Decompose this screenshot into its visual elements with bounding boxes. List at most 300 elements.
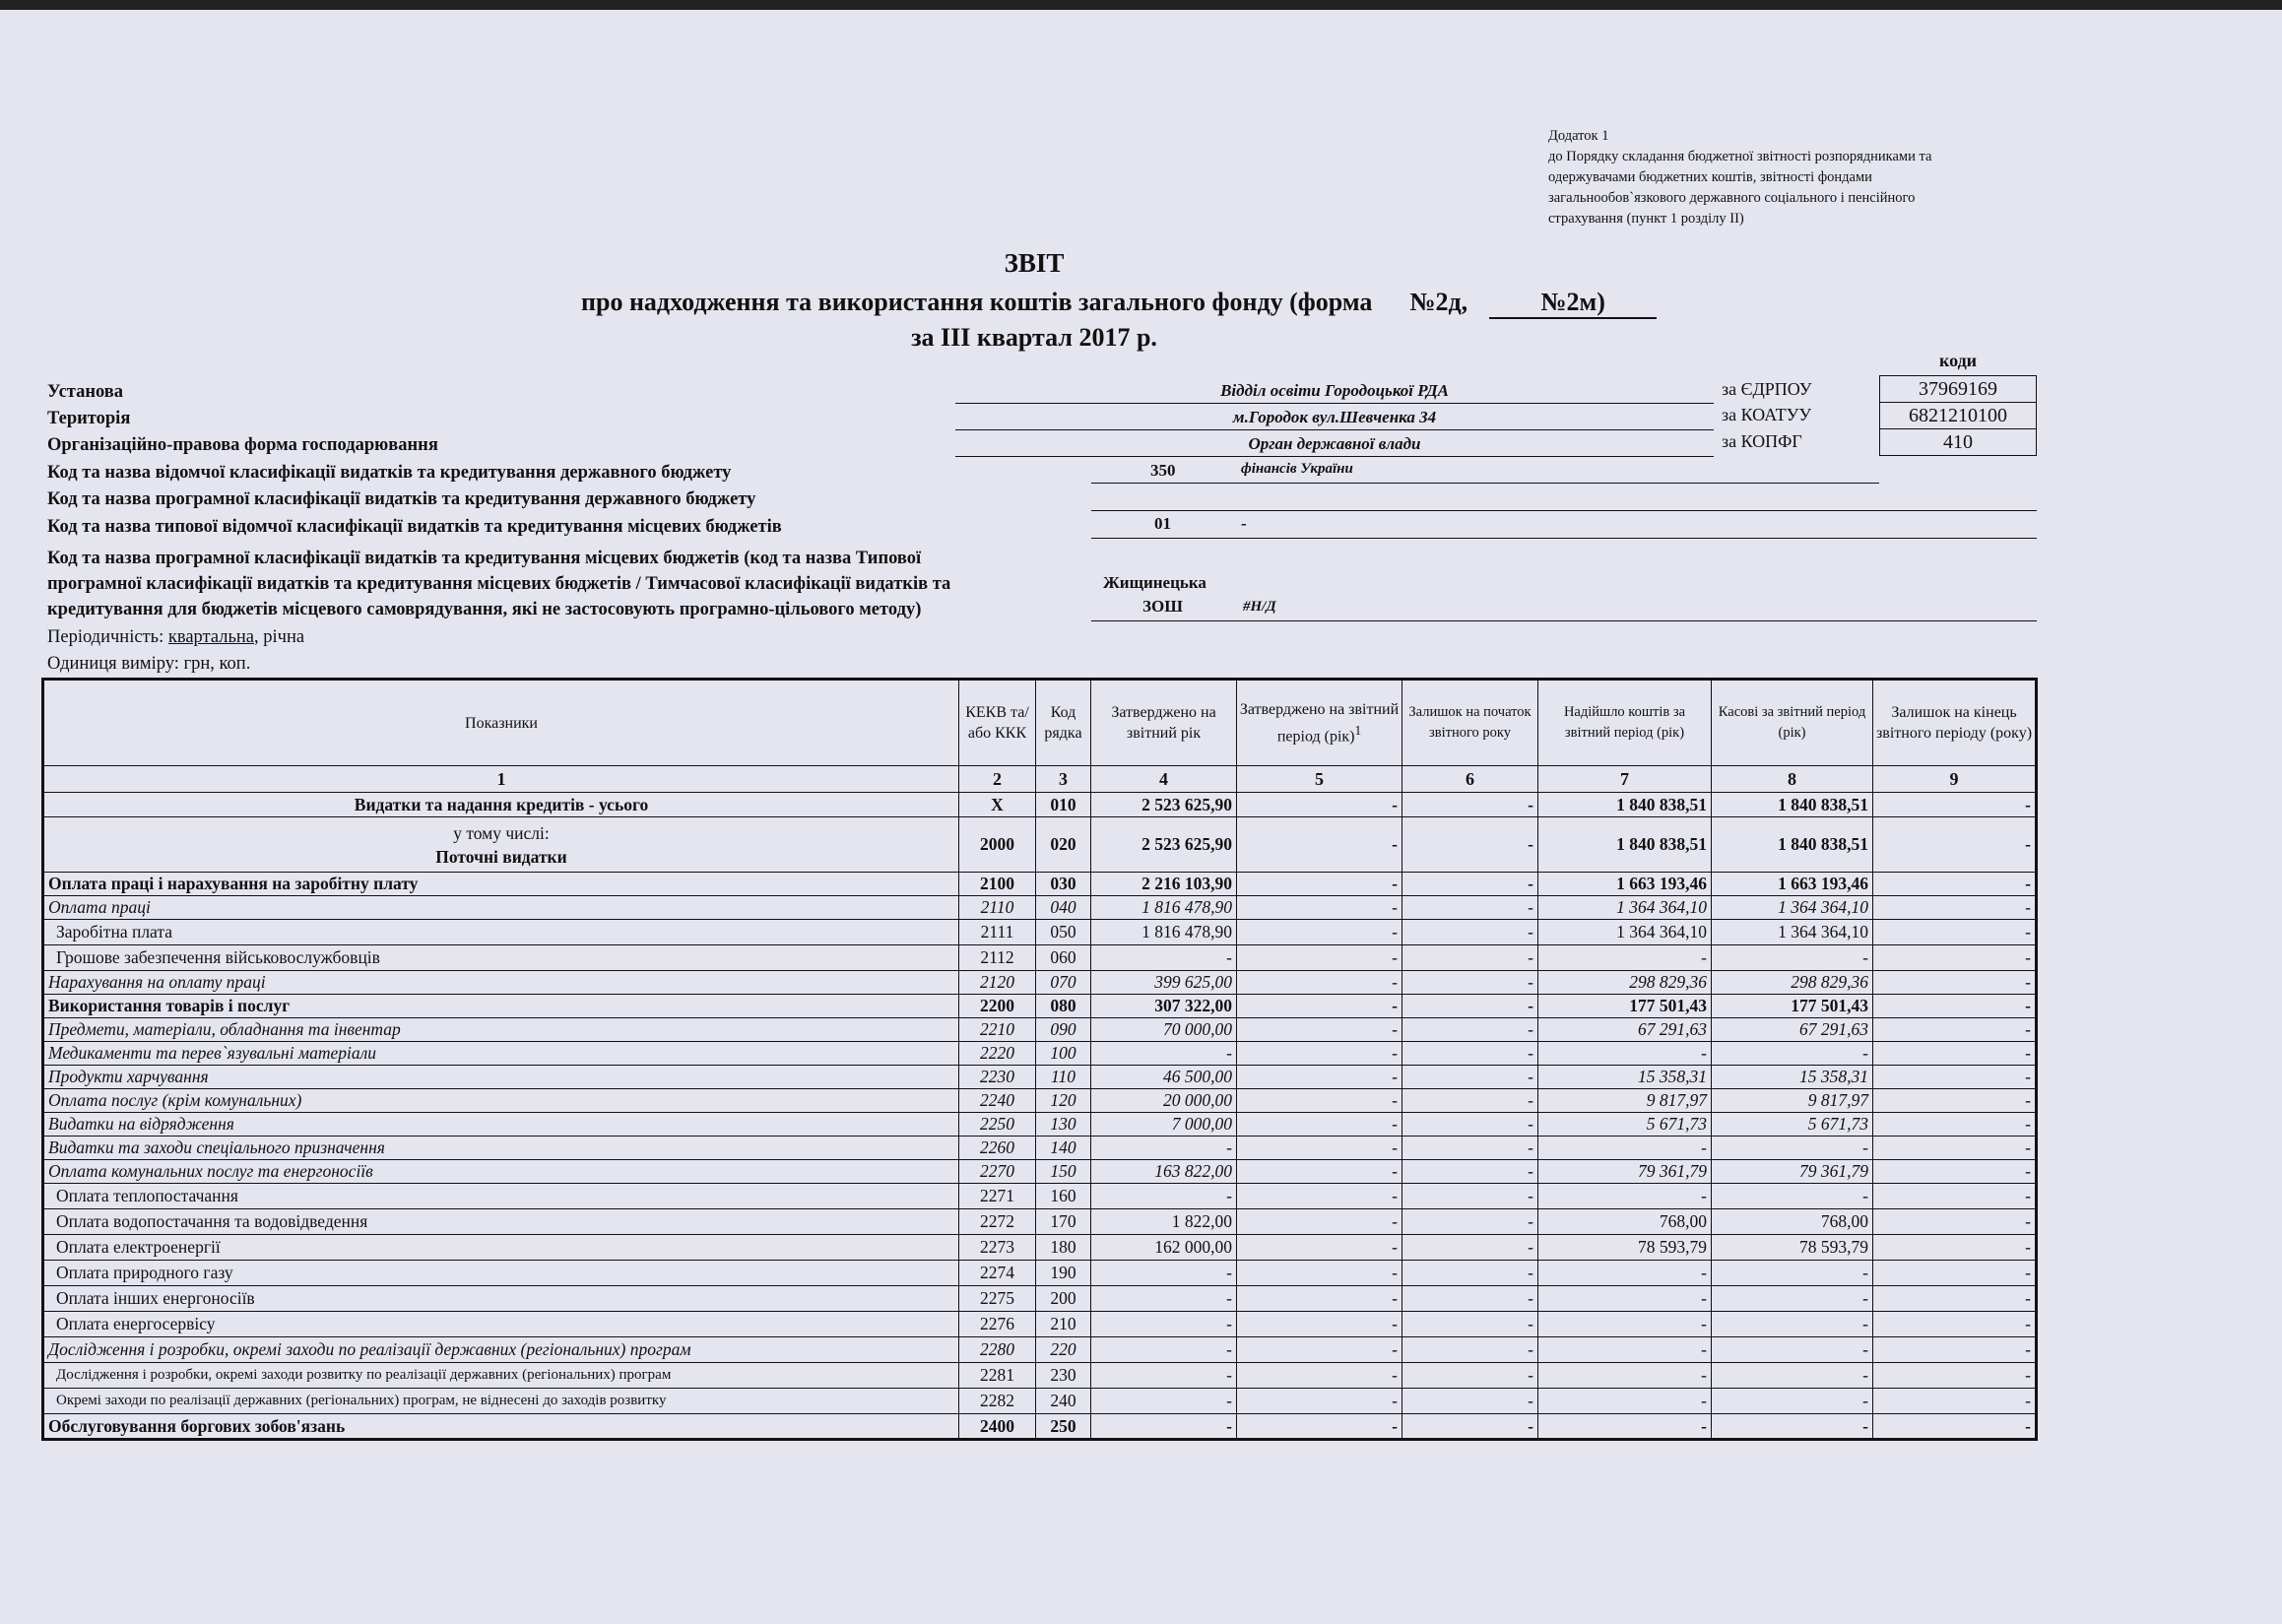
legal-form-value: Орган державної влади xyxy=(955,431,1714,457)
kekv-cell: 2400 xyxy=(959,1414,1036,1440)
kekv-cell: 2260 xyxy=(959,1137,1036,1160)
prog-class-label: Код та назва програмної класифікації видатків та кредитування державного бюджету xyxy=(47,489,756,509)
balance-start-cell: - xyxy=(1402,1414,1538,1440)
header-kekv: КЕКВ та/або ККК xyxy=(959,680,1036,766)
row-code-cell: 030 xyxy=(1036,873,1091,896)
local-prog-underline xyxy=(1091,620,2037,621)
indicator-name-cell xyxy=(43,1066,959,1089)
approved-year-cell: - xyxy=(1091,1184,1237,1209)
annex-note xyxy=(1548,126,2080,229)
balance-start-cell: - xyxy=(1402,971,1538,995)
row-code-cell: 070 xyxy=(1036,971,1091,995)
approved-period-cell: - xyxy=(1237,971,1402,995)
approved-year-cell: 399 625,00 xyxy=(1091,971,1237,995)
approved-year-cell: 1 816 478,90 xyxy=(1091,920,1237,945)
local-prog-value-1: Жищинецька xyxy=(1103,573,1206,592)
indicator-name: Предмети, матеріали, обладнання та інвентар xyxy=(48,1019,401,1039)
approved-period-cell: - xyxy=(1237,1261,1402,1286)
table-row xyxy=(43,1261,2037,1286)
annex-line: Додаток 1 xyxy=(1548,128,1609,144)
table-row xyxy=(43,1235,2037,1261)
received-cell: - xyxy=(1538,1312,1712,1337)
dept-class-name: фінансів України xyxy=(1241,461,1353,477)
koatuu-label: за КОАТУУ xyxy=(1722,405,1812,424)
balance-end-cell: - xyxy=(1873,971,2037,995)
balance-end-cell: - xyxy=(1873,1363,2037,1389)
column-number: 6 xyxy=(1402,766,1538,793)
indicator-name-cell xyxy=(43,873,959,896)
indicator-name-cell xyxy=(43,920,959,945)
cash-cell: 1 840 838,51 xyxy=(1712,817,1873,873)
balance-end-cell: - xyxy=(1873,1018,2037,1042)
indicator-name: Оплата теплопостачання xyxy=(56,1186,238,1205)
indicator-name: Нарахування на оплату праці xyxy=(48,972,266,992)
indicator-name-cell xyxy=(43,1337,959,1363)
indicator-name-cell xyxy=(43,896,959,920)
balance-start-cell: - xyxy=(1402,817,1538,873)
row-code-cell: 180 xyxy=(1036,1235,1091,1261)
typical-class-name: - xyxy=(1241,514,1247,533)
row-code-cell: 120 xyxy=(1036,1089,1091,1113)
table-row xyxy=(43,995,2037,1018)
received-cell: - xyxy=(1538,945,1712,971)
cash-cell: 15 358,31 xyxy=(1712,1066,1873,1089)
indicator-name: Видатки та надання кредитів - усього xyxy=(354,795,649,814)
indicator-name: Оплата водопостачання та водовідведення xyxy=(56,1211,368,1231)
row-code-cell: 080 xyxy=(1036,995,1091,1018)
table-row xyxy=(43,1209,2037,1235)
cash-cell: - xyxy=(1712,1363,1873,1389)
cash-cell: - xyxy=(1712,1184,1873,1209)
table-row xyxy=(43,1066,2037,1089)
kekv-cell: 2270 xyxy=(959,1160,1036,1184)
approved-period-cell: - xyxy=(1237,1414,1402,1440)
balance-end-cell: - xyxy=(1873,1312,2037,1337)
indicator-name-cell xyxy=(43,1089,959,1113)
institution-label: Установа xyxy=(47,382,124,402)
row-code-cell: 110 xyxy=(1036,1066,1091,1089)
periodicity-suffix: , річна xyxy=(254,627,305,647)
cash-cell: 1 364 364,10 xyxy=(1712,920,1873,945)
balance-start-cell: - xyxy=(1402,1089,1538,1113)
legal-form-label: Організаційно-правова форма господарювання xyxy=(47,435,438,455)
kekv-cell: 2271 xyxy=(959,1184,1036,1209)
received-cell: - xyxy=(1538,1337,1712,1363)
approved-period-cell: - xyxy=(1237,1113,1402,1137)
balance-start-cell: - xyxy=(1402,1184,1538,1209)
balance-end-cell: - xyxy=(1873,1286,2037,1312)
approved-year-cell: - xyxy=(1091,1261,1237,1286)
indicator-name: Грошове забезпечення військовослужбовців xyxy=(56,947,380,967)
approved-period-cell: - xyxy=(1237,1389,1402,1414)
balance-start-cell: - xyxy=(1402,995,1538,1018)
approved-year-cell: 46 500,00 xyxy=(1091,1066,1237,1089)
header-footnote: 1 xyxy=(1354,722,1362,738)
balance-end-cell: - xyxy=(1873,1235,2037,1261)
indicator-name-cell xyxy=(43,1184,959,1209)
received-cell: 9 817,97 xyxy=(1538,1089,1712,1113)
kekv-cell: 2282 xyxy=(959,1389,1036,1414)
cash-cell: - xyxy=(1712,1312,1873,1337)
table-row xyxy=(43,793,2037,817)
cash-cell: 298 829,36 xyxy=(1712,971,1873,995)
indicator-name: Заробітна плата xyxy=(56,922,172,942)
cash-cell: - xyxy=(1712,1286,1873,1312)
dept-class-underline xyxy=(1091,483,1879,484)
approved-period-cell: - xyxy=(1237,1066,1402,1089)
approved-year-cell: - xyxy=(1091,1137,1237,1160)
typical-class-code: 01 xyxy=(1154,514,1171,533)
approved-year-cell: 163 822,00 xyxy=(1091,1160,1237,1184)
received-cell: 1 364 364,10 xyxy=(1538,920,1712,945)
balance-start-cell: - xyxy=(1402,1066,1538,1089)
received-cell: - xyxy=(1538,1261,1712,1286)
cash-cell: 177 501,43 xyxy=(1712,995,1873,1018)
balance-end-cell: - xyxy=(1873,896,2037,920)
indicator-name-cell xyxy=(43,1414,959,1440)
balance-end-cell: - xyxy=(1873,1066,2037,1089)
approved-period-cell: - xyxy=(1237,1209,1402,1235)
kekv-cell: 2210 xyxy=(959,1018,1036,1042)
cash-cell: - xyxy=(1712,1261,1873,1286)
cash-cell: - xyxy=(1712,1042,1873,1066)
balance-end-cell: - xyxy=(1873,995,2037,1018)
header-row-code: Код рядка xyxy=(1036,680,1091,766)
received-cell: - xyxy=(1538,1389,1712,1414)
cash-cell: - xyxy=(1712,1414,1873,1440)
kekv-cell: 2100 xyxy=(959,873,1036,896)
table-row xyxy=(43,1137,2037,1160)
received-cell: - xyxy=(1538,1286,1712,1312)
local-prog-label-2: програмної класифікації видатків та кредитування місцевих бюджетів / Тимчасової класифікації видатків та xyxy=(47,574,951,594)
local-prog-label-1: Код та назва програмної класифікації видатків та кредитування місцевих бюджетів (код та назва Типової xyxy=(47,549,922,568)
kekv-cell: 2276 xyxy=(959,1312,1036,1337)
received-cell: - xyxy=(1538,1137,1712,1160)
row-code-cell: 220 xyxy=(1036,1337,1091,1363)
indicator-name: Оплата праці і нарахування на заробітну плату xyxy=(48,874,419,893)
approved-year-cell: 2 523 625,90 xyxy=(1091,793,1237,817)
table-row xyxy=(43,1089,2037,1113)
received-cell: 298 829,36 xyxy=(1538,971,1712,995)
territory-value: м.Городок вул.Шевченка 34 xyxy=(955,405,1714,430)
cash-cell: 5 671,73 xyxy=(1712,1113,1873,1137)
kekv-cell: 2272 xyxy=(959,1209,1036,1235)
table-row xyxy=(43,1018,2037,1042)
local-prog-label-3: кредитування для бюджетів місцевого самоврядування, які не застосовують програмно-цільового методу) xyxy=(47,600,922,619)
table-row xyxy=(43,1286,2037,1312)
dept-class-code: 350 xyxy=(1150,461,1176,480)
indicator-name: Використання товарів і послуг xyxy=(48,996,291,1015)
balance-end-cell: - xyxy=(1873,1160,2037,1184)
indicator-name-2: Поточні видатки xyxy=(435,846,567,867)
received-cell: - xyxy=(1538,1184,1712,1209)
approved-period-cell: - xyxy=(1237,1337,1402,1363)
column-number: 9 xyxy=(1873,766,2037,793)
received-cell: 15 358,31 xyxy=(1538,1066,1712,1089)
header-received: Надійшло коштів за звітний період (рік) xyxy=(1538,680,1712,766)
approved-year-cell: - xyxy=(1091,1042,1237,1066)
balance-end-cell: - xyxy=(1873,945,2037,971)
balance-start-cell: - xyxy=(1402,793,1538,817)
institution-value: Відділ освіти Городоцької РДА xyxy=(955,378,1714,404)
approved-period-cell: - xyxy=(1237,873,1402,896)
received-cell: 5 671,73 xyxy=(1538,1113,1712,1137)
received-cell: 1 663 193,46 xyxy=(1538,873,1712,896)
approved-period-cell: - xyxy=(1237,1312,1402,1337)
kopfg-label: за КОПФГ xyxy=(1722,431,1802,451)
indicator-name: Окремі заходи по реалізації державних (регіональних) програм, не віднесені до заходів розвитку xyxy=(56,1393,667,1408)
received-cell: 1 840 838,51 xyxy=(1538,817,1712,873)
codes-header: коди xyxy=(1938,351,1978,370)
indicator-name-cell xyxy=(43,995,959,1018)
row-code-cell: 100 xyxy=(1036,1042,1091,1066)
approved-period-cell: - xyxy=(1237,1042,1402,1066)
table-row xyxy=(43,817,2037,873)
approved-year-cell: 20 000,00 xyxy=(1091,1089,1237,1113)
indicator-name: Дослідження і розробки, окремі заходи по реалізації державних (регіональних) програм xyxy=(48,1339,691,1359)
balance-end-cell: - xyxy=(1873,793,2037,817)
approved-period-cell: - xyxy=(1237,1184,1402,1209)
report-title: ЗВІТ xyxy=(1004,248,1065,278)
received-cell: 768,00 xyxy=(1538,1209,1712,1235)
approved-period-cell: - xyxy=(1237,920,1402,945)
cash-cell: - xyxy=(1712,1137,1873,1160)
indicator-name: Оплата електроенергії xyxy=(56,1237,221,1257)
row-code-cell: 170 xyxy=(1036,1209,1091,1235)
typical-class-label: Код та назва типової відомчої класифікації видатків та кредитування місцевих бюджетів xyxy=(47,517,782,537)
received-cell: 67 291,63 xyxy=(1538,1018,1712,1042)
approved-period-cell: - xyxy=(1237,1018,1402,1042)
header-approved-period xyxy=(1237,680,1402,766)
indicator-name: Обслуговування боргових зобов'язань xyxy=(48,1415,346,1436)
row-code-cell: 250 xyxy=(1036,1414,1091,1440)
kekv-cell: 2230 xyxy=(959,1066,1036,1089)
column-number: 1 xyxy=(43,766,959,793)
annex-line: загальнообов`язкового державного соціального і пенсійного xyxy=(1548,190,1916,206)
indicator-name: Продукти харчування xyxy=(48,1067,209,1086)
received-cell: 177 501,43 xyxy=(1538,995,1712,1018)
approved-period-cell: - xyxy=(1237,793,1402,817)
indicator-name: Дослідження і розробки, окремі заходи розвитку по реалізації державних (регіональних) програм xyxy=(56,1367,672,1383)
approved-year-cell: - xyxy=(1091,1389,1237,1414)
row-code-cell: 020 xyxy=(1036,817,1091,873)
balance-start-cell: - xyxy=(1402,873,1538,896)
balance-start-cell: - xyxy=(1402,1337,1538,1363)
indicator-name: Оплата інших енергоносіїв xyxy=(56,1288,255,1308)
edrpou-label: за ЄДРПОУ xyxy=(1722,379,1812,399)
balance-end-cell: - xyxy=(1873,1089,2037,1113)
annex-line: одержувачами бюджетних коштів, звітності фондами xyxy=(1548,169,1872,185)
table-row xyxy=(43,1042,2037,1066)
kekv-cell: 2275 xyxy=(959,1286,1036,1312)
row-code-cell: 010 xyxy=(1036,793,1091,817)
indicator-name-cell xyxy=(43,1137,959,1160)
balance-end-cell: - xyxy=(1873,1113,2037,1137)
territory-label: Територія xyxy=(47,409,131,428)
kekv-cell: 2120 xyxy=(959,971,1036,995)
column-number: 2 xyxy=(959,766,1036,793)
table-row xyxy=(43,1337,2037,1363)
indicator-name-cell xyxy=(43,1113,959,1137)
row-code-cell: 050 xyxy=(1036,920,1091,945)
scan-top-edge xyxy=(0,0,2282,10)
cash-cell: 9 817,97 xyxy=(1712,1089,1873,1113)
balance-end-cell: - xyxy=(1873,1337,2037,1363)
approved-year-cell: 7 000,00 xyxy=(1091,1113,1237,1137)
balance-start-cell: - xyxy=(1402,1042,1538,1066)
balance-start-cell: - xyxy=(1402,1209,1538,1235)
indicator-name: Оплата природного газу xyxy=(56,1263,233,1282)
indicator-name-cell xyxy=(43,971,959,995)
approved-year-cell: - xyxy=(1091,1337,1237,1363)
approved-year-cell: 70 000,00 xyxy=(1091,1018,1237,1042)
cash-cell: - xyxy=(1712,1337,1873,1363)
balance-start-cell: - xyxy=(1402,896,1538,920)
indicator-name: у тому числі: xyxy=(453,822,550,843)
indicator-name: Медикаменти та перев`язувальні матеріали xyxy=(48,1043,376,1063)
balance-end-cell: - xyxy=(1873,920,2037,945)
balance-start-cell: - xyxy=(1402,1160,1538,1184)
received-cell: 79 361,79 xyxy=(1538,1160,1712,1184)
received-cell: 1 840 838,51 xyxy=(1538,793,1712,817)
indicator-name: Оплата комунальних послуг та енергоносіїв xyxy=(48,1161,373,1181)
received-cell: - xyxy=(1538,1042,1712,1066)
local-prog-value-2: ЗОШ xyxy=(1142,597,1183,616)
indicator-name-cell xyxy=(43,1160,959,1184)
table-header-row xyxy=(43,680,2037,766)
local-prog-value-3: #Н/Д xyxy=(1243,599,1276,615)
balance-end-cell: - xyxy=(1873,817,2037,873)
kekv-cell: 2111 xyxy=(959,920,1036,945)
header-indicators: Показники xyxy=(43,680,959,766)
koatuu-code: 6821210100 xyxy=(1879,402,2037,429)
indicator-name-cell xyxy=(43,1018,959,1042)
row-code-cell: 160 xyxy=(1036,1184,1091,1209)
table-row xyxy=(43,971,2037,995)
row-code-cell: 240 xyxy=(1036,1389,1091,1414)
kekv-cell: 2250 xyxy=(959,1113,1036,1137)
received-cell: 78 593,79 xyxy=(1538,1235,1712,1261)
form-code-1: №2д, xyxy=(1409,288,1468,316)
balance-start-cell: - xyxy=(1402,945,1538,971)
kekv-cell: 2240 xyxy=(959,1089,1036,1113)
approved-period-cell: - xyxy=(1237,1235,1402,1261)
row-code-cell: 130 xyxy=(1036,1113,1091,1137)
approved-period-cell: - xyxy=(1237,817,1402,873)
kekv-cell: 2280 xyxy=(959,1337,1036,1363)
kekv-cell: 2281 xyxy=(959,1363,1036,1389)
header-approved-year: Затверджено на звітний рік xyxy=(1091,680,1237,766)
approved-year-cell: 162 000,00 xyxy=(1091,1235,1237,1261)
indicator-name-cell xyxy=(43,817,959,873)
indicator-name-cell xyxy=(43,1286,959,1312)
report-subtitle xyxy=(581,288,1657,319)
approved-period-cell: - xyxy=(1237,1160,1402,1184)
approved-period-cell: - xyxy=(1237,1137,1402,1160)
balance-start-cell: - xyxy=(1402,1363,1538,1389)
column-number-row xyxy=(43,766,2037,793)
balance-end-cell: - xyxy=(1873,1137,2037,1160)
kekv-cell: 2274 xyxy=(959,1261,1036,1286)
approved-period-cell: - xyxy=(1237,1089,1402,1113)
indicator-name-cell xyxy=(43,1209,959,1235)
balance-end-cell: - xyxy=(1873,1389,2037,1414)
header-approved-period-text: Затверджено на звітний період (рік) xyxy=(1239,700,1400,746)
table-row xyxy=(43,896,2037,920)
periodicity-prefix: Періодичність: xyxy=(47,627,164,647)
indicator-name-cell xyxy=(43,1389,959,1414)
approved-year-cell: - xyxy=(1091,1286,1237,1312)
cash-cell: 1 663 193,46 xyxy=(1712,873,1873,896)
balance-start-cell: - xyxy=(1402,920,1538,945)
balance-start-cell: - xyxy=(1402,1261,1538,1286)
periodicity xyxy=(47,624,304,650)
balance-end-cell: - xyxy=(1873,873,2037,896)
indicator-name: Оплата праці xyxy=(48,897,151,917)
kekv-cell: 2273 xyxy=(959,1235,1036,1261)
approved-period-cell: - xyxy=(1237,1363,1402,1389)
balance-start-cell: - xyxy=(1402,1312,1538,1337)
row-code-cell: 190 xyxy=(1036,1261,1091,1286)
balance-start-cell: - xyxy=(1402,1235,1538,1261)
kekv-cell: 2110 xyxy=(959,896,1036,920)
row-code-cell: 230 xyxy=(1036,1363,1091,1389)
indicator-name: Оплата енергосервісу xyxy=(56,1314,216,1333)
kopfg-code: 410 xyxy=(1879,428,2037,456)
table-row xyxy=(43,1160,2037,1184)
kekv-cell: 2200 xyxy=(959,995,1036,1018)
indicator-name-cell xyxy=(43,1235,959,1261)
indicator-name-cell xyxy=(43,1042,959,1066)
approved-year-cell: - xyxy=(1091,1312,1237,1337)
prog-class-underline xyxy=(1091,510,2037,511)
indicator-name: Оплата послуг (крім комунальних) xyxy=(48,1090,302,1110)
cash-cell: 1 364 364,10 xyxy=(1712,896,1873,920)
table-row xyxy=(43,1113,2037,1137)
table-row xyxy=(43,920,2037,945)
approved-year-cell: - xyxy=(1091,945,1237,971)
balance-end-cell: - xyxy=(1873,1209,2037,1235)
balance-start-cell: - xyxy=(1402,1018,1538,1042)
balance-end-cell: - xyxy=(1873,1184,2037,1209)
approved-period-cell: - xyxy=(1237,945,1402,971)
kekv-cell: 2112 xyxy=(959,945,1036,971)
header-balance-end: Залишок на кінець звітного періоду (року) xyxy=(1873,680,2037,766)
column-number: 8 xyxy=(1712,766,1873,793)
annex-line: до Порядку складання бюджетної звітності розпорядниками та xyxy=(1548,149,1932,164)
form-code-2: №2м) xyxy=(1489,288,1657,319)
report-table xyxy=(41,678,2038,1441)
cash-cell: 78 593,79 xyxy=(1712,1235,1873,1261)
approved-period-cell: - xyxy=(1237,1286,1402,1312)
header-balance-start: Залишок на початок звітного року xyxy=(1402,680,1538,766)
approved-period-cell: - xyxy=(1237,995,1402,1018)
row-code-cell: 210 xyxy=(1036,1312,1091,1337)
cash-cell: - xyxy=(1712,945,1873,971)
column-number: 4 xyxy=(1091,766,1237,793)
dept-class-label: Код та назва відомчої класифікації видатків та кредитування державного бюджету xyxy=(47,463,732,483)
row-code-cell: 200 xyxy=(1036,1286,1091,1312)
approved-year-cell: 2 216 103,90 xyxy=(1091,873,1237,896)
cash-cell: 67 291,63 xyxy=(1712,1018,1873,1042)
indicator-name-cell xyxy=(43,1261,959,1286)
table-row xyxy=(43,1363,2037,1389)
approved-year-cell: 307 322,00 xyxy=(1091,995,1237,1018)
indicator-name-cell xyxy=(43,945,959,971)
balance-start-cell: - xyxy=(1402,1113,1538,1137)
received-cell: - xyxy=(1538,1414,1712,1440)
cash-cell: 79 361,79 xyxy=(1712,1160,1873,1184)
